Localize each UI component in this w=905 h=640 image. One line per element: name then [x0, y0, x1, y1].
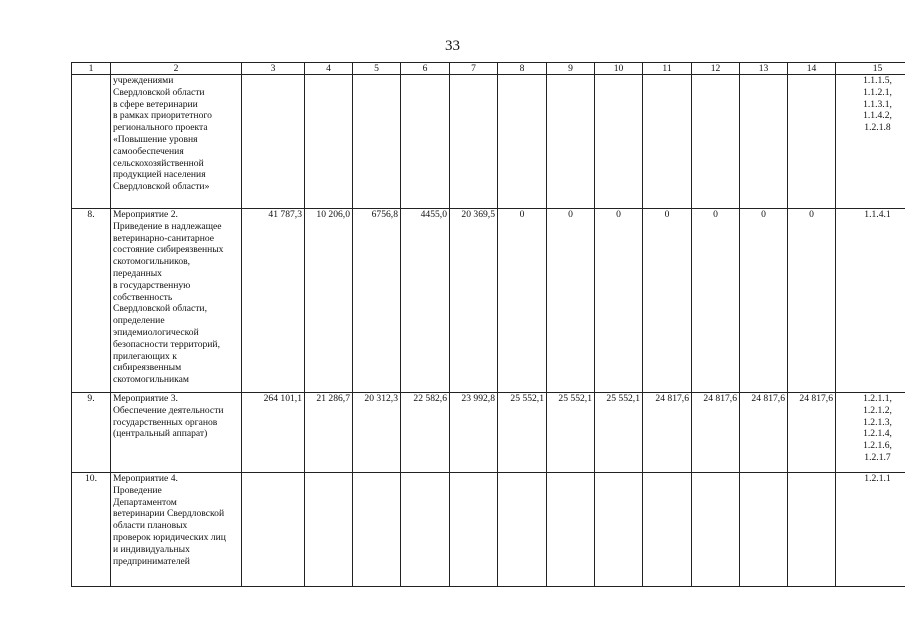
value-cell-col-4 [305, 473, 353, 587]
program-table [71, 62, 905, 587]
description-line: определение [113, 315, 165, 327]
col-header-3: 3 [242, 63, 305, 75]
value-cell-col-11 [643, 75, 692, 209]
description-line: собственность [113, 291, 173, 303]
value-cell-col-6 [401, 473, 450, 587]
value-cell-col-5 [353, 473, 401, 587]
table-row [72, 473, 905, 587]
value-cell-col-11 [643, 473, 692, 587]
description-line: учреждениями [113, 75, 174, 86]
row-description [111, 75, 242, 209]
description-line: Департаментом [113, 496, 177, 508]
description-line: Обеспечение деятельности [113, 404, 224, 416]
value-cell-col-6: 22 582,6 [401, 393, 450, 473]
col-header-6: 6 [401, 63, 450, 75]
value-cell-col-5 [353, 75, 401, 209]
target-code-line: 1.2.1.4, [863, 428, 892, 440]
value-cell-col-10: 0 [595, 209, 643, 393]
description-line: «Повышение уровня [113, 133, 198, 145]
value-cell-col-12: 0 [692, 209, 740, 393]
description-line: в рамках приоритетного [113, 110, 212, 122]
table-body [72, 75, 905, 587]
value-cell-col-3 [242, 75, 305, 209]
col-header-10: 10 [595, 63, 643, 75]
value-cell-col-10 [595, 473, 643, 587]
target-codes [836, 209, 905, 393]
target-code-line: 1.1.4.2, [863, 110, 892, 122]
row-number: 8. [72, 209, 111, 393]
description-line: Проведение [113, 484, 162, 496]
value-cell-col-7 [450, 473, 498, 587]
description-line: сибиреязвенным [113, 362, 182, 374]
description-line: ветеринарии Свердловской [113, 508, 225, 520]
value-cell-col-7 [450, 75, 498, 209]
value-cell-col-7: 23 992,8 [450, 393, 498, 473]
row-description [111, 209, 242, 393]
value-cell-col-4 [305, 75, 353, 209]
description-line: скотомогильникам [113, 374, 189, 386]
description-line: и индивидуальных [113, 543, 190, 555]
target-code-line: 1.2.1.8 [864, 122, 891, 134]
description-line: скотомогильников, [113, 256, 191, 268]
description-line: переданных [113, 267, 162, 279]
col-header-1: 1 [72, 63, 111, 75]
description-line: государственных органов [113, 416, 218, 428]
value-cell-col-13 [740, 473, 788, 587]
value-cell-col-11: 0 [643, 209, 692, 393]
value-cell-col-9 [547, 75, 595, 209]
value-cell-col-12 [692, 473, 740, 587]
row-description [111, 473, 242, 587]
target-codes [836, 393, 905, 473]
value-cell-col-9: 0 [547, 209, 595, 393]
table-row [72, 75, 905, 209]
target-code-line: 1.2.1.1 [864, 473, 891, 484]
target-code-line: 1.1.2.1, [863, 86, 892, 98]
col-header-15: 15 [836, 63, 905, 75]
value-cell-col-11: 24 817,6 [643, 393, 692, 473]
value-cell-col-8: 25 552,1 [498, 393, 547, 473]
header-row [72, 63, 905, 75]
description-line: продукцией населения [113, 169, 206, 181]
value-cell-col-10: 25 552,1 [595, 393, 643, 473]
description-line: самообеспечения [113, 145, 184, 157]
value-cell-col-12: 24 817,6 [692, 393, 740, 473]
description-line: Мероприятие 4. [113, 473, 178, 484]
description-line: области плановых [113, 520, 188, 532]
description-line: в сфере ветеринарии [113, 98, 198, 110]
col-header-5: 5 [353, 63, 401, 75]
value-cell-col-10 [595, 75, 643, 209]
target-code-line: 1.2.1.2, [863, 404, 892, 416]
value-cell-col-14: 24 817,6 [788, 393, 836, 473]
value-cell-col-6 [401, 75, 450, 209]
description-line: Мероприятие 2. [113, 209, 178, 220]
page-number: 33 [445, 38, 460, 54]
row-number: 10. [72, 473, 111, 587]
table-row [72, 393, 905, 473]
table-row [72, 209, 905, 393]
description-line: ветеринарно-санитарное [113, 232, 215, 244]
value-cell-col-3: 264 101,1 [242, 393, 305, 473]
description-line: предпринимателей [113, 555, 190, 567]
description-line: (центральный аппарат) [113, 428, 208, 440]
target-codes [836, 75, 905, 209]
value-cell-col-3: 41 787,3 [242, 209, 305, 393]
col-header-12: 12 [692, 63, 740, 75]
value-cell-col-5: 20 312,3 [353, 393, 401, 473]
description-line: состояние сибиреязвенных [113, 244, 224, 256]
col-header-14: 14 [788, 63, 836, 75]
target-code-line: 1.2.1.3, [863, 416, 892, 428]
target-code-line: 1.2.1.6, [863, 440, 892, 452]
col-header-13: 13 [740, 63, 788, 75]
value-cell-col-13 [740, 75, 788, 209]
value-cell-col-5: 6756,8 [353, 209, 401, 393]
value-cell-col-6: 4455,0 [401, 209, 450, 393]
value-cell-col-14 [788, 473, 836, 587]
value-cell-col-12 [692, 75, 740, 209]
value-cell-col-13: 24 817,6 [740, 393, 788, 473]
col-header-2: 2 [111, 63, 242, 75]
description-line: Мероприятие 3. [113, 393, 178, 404]
value-cell-col-14: 0 [788, 209, 836, 393]
description-line: Свердловской области» [113, 181, 210, 193]
description-line: проверок юридических лиц [113, 531, 226, 543]
col-header-11: 11 [643, 63, 692, 75]
target-code-line: 1.1.4.1 [864, 209, 891, 220]
value-cell-col-8 [498, 473, 547, 587]
row-number [72, 75, 111, 209]
target-code-line: 1.1.1.5, [863, 75, 892, 86]
description-line: сельскохозяйственной [113, 157, 204, 169]
target-code-line: 1.1.3.1, [863, 98, 892, 110]
value-cell-col-14 [788, 75, 836, 209]
target-codes [836, 473, 905, 587]
row-number: 9. [72, 393, 111, 473]
value-cell-col-13: 0 [740, 209, 788, 393]
description-line: Приведение в надлежащее [113, 220, 222, 232]
col-header-9: 9 [547, 63, 595, 75]
value-cell-col-7: 20 369,5 [450, 209, 498, 393]
description-line: регионального проекта [113, 122, 208, 134]
value-cell-col-9: 25 552,1 [547, 393, 595, 473]
description-line: Свердловской области [113, 86, 205, 98]
description-line: безопасности территорий, [113, 338, 220, 350]
description-line: прилегающих к [113, 350, 177, 362]
description-line: эпидемиологической [113, 326, 199, 338]
description-line: Свердловской области, [113, 303, 207, 315]
value-cell-col-9 [547, 473, 595, 587]
value-cell-col-4: 10 206,0 [305, 209, 353, 393]
value-cell-col-8 [498, 75, 547, 209]
value-cell-col-4: 21 286,7 [305, 393, 353, 473]
row-description [111, 393, 242, 473]
value-cell-col-8: 0 [498, 209, 547, 393]
col-header-7: 7 [450, 63, 498, 75]
description-line: в государственную [113, 279, 191, 291]
col-header-4: 4 [305, 63, 353, 75]
target-code-line: 1.2.1.1, [863, 393, 892, 404]
col-header-8: 8 [498, 63, 547, 75]
value-cell-col-3 [242, 473, 305, 587]
target-code-line: 1.2.1.7 [864, 451, 891, 463]
